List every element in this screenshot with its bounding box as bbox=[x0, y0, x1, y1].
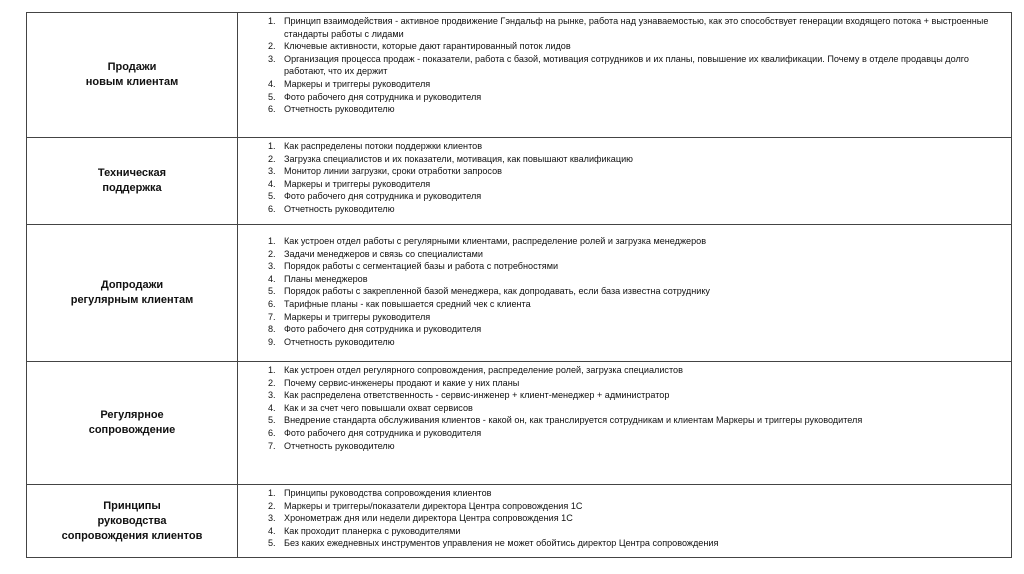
list-item-text: Планы менеджеров bbox=[284, 273, 368, 284]
list-item-text: Порядок работы с сегментацией базы и работа с потребностями bbox=[284, 261, 559, 272]
section-items bbox=[238, 485, 1012, 558]
list-item-number: 5. bbox=[268, 286, 276, 297]
list-item-number: 1. bbox=[268, 16, 276, 26]
list-item bbox=[238, 53, 1005, 78]
section-title-line: поддержка bbox=[102, 182, 162, 194]
list-item-text: Порядок работы с закрепленной базой менеджера, как допродавать, если база известна сотруднику bbox=[284, 286, 710, 297]
list-item bbox=[238, 440, 1005, 453]
section-title bbox=[27, 13, 238, 138]
list-item-number: 5. bbox=[268, 91, 276, 102]
list-item bbox=[238, 260, 1005, 273]
list-item-text: Как и за счет чего повышали охват сервисов bbox=[284, 402, 473, 413]
list-item-number: 5. bbox=[268, 415, 276, 426]
list-item-text: Без каких ежедневных инструментов управления не может обойтись директор Центра сопровождения bbox=[284, 538, 719, 549]
table-row bbox=[27, 225, 1012, 362]
table-row bbox=[27, 485, 1012, 558]
section-items bbox=[238, 362, 1012, 485]
list-item-text: Внедрение стандарта обслуживания клиентов - какой он, как транслируется сотрудникам и клиентам Маркеры и триггеры руководителя bbox=[284, 415, 863, 426]
list-item-text: Маркеры и триггеры руководителя bbox=[284, 178, 431, 189]
list-item bbox=[238, 140, 1005, 153]
list-item-number: 4. bbox=[268, 178, 276, 189]
section-title-line: регулярным клиентам bbox=[70, 294, 194, 306]
numbered-list bbox=[238, 235, 1005, 348]
plan-table bbox=[26, 12, 1012, 558]
section-title-line: новым клиентам bbox=[85, 76, 179, 88]
list-item bbox=[238, 537, 1005, 550]
section-title-line: Техническая bbox=[97, 167, 167, 179]
section-items bbox=[238, 13, 1012, 138]
list-item-number: 6. bbox=[268, 427, 276, 438]
list-item-number: 2. bbox=[268, 377, 276, 388]
section-items bbox=[238, 225, 1012, 362]
list-item-text: Задачи менеджеров и связь со специалистами bbox=[284, 248, 483, 259]
list-item-number: 2. bbox=[268, 41, 276, 52]
list-item-number: 3. bbox=[268, 390, 276, 401]
list-item-text: Отчетность руководителю bbox=[284, 440, 395, 451]
list-item bbox=[238, 285, 1005, 298]
section-title bbox=[27, 225, 238, 362]
section-title bbox=[27, 485, 238, 558]
list-item-text: Маркеры и триггеры руководителя bbox=[284, 311, 431, 322]
list-item-number: 6. bbox=[268, 203, 276, 214]
list-item bbox=[238, 298, 1005, 311]
list-item bbox=[238, 364, 1005, 377]
list-item-text: Как устроен отдел работы с регулярными клиентами, распределение ролей и загрузка менеджеров bbox=[284, 236, 707, 246]
list-item-text: Как распределены потоки поддержки клиентов bbox=[284, 141, 483, 151]
list-item bbox=[238, 153, 1005, 166]
list-item bbox=[238, 103, 1005, 116]
list-item bbox=[238, 323, 1005, 336]
list-item-number: 7. bbox=[268, 311, 276, 322]
list-item-text: Как распределена ответственность - сервис-инженер + клиент-менеджер + администратор bbox=[284, 390, 670, 401]
list-item-number: 1. bbox=[268, 488, 276, 498]
list-item bbox=[238, 91, 1005, 104]
numbered-list bbox=[238, 364, 1005, 452]
table-row bbox=[27, 362, 1012, 485]
list-item-number: 8. bbox=[268, 324, 276, 335]
list-item-text: Как проходит планерка с руководителями bbox=[284, 525, 461, 536]
list-item bbox=[238, 402, 1005, 415]
section-title-line: сопровождение bbox=[88, 424, 176, 436]
list-item bbox=[238, 487, 1005, 500]
list-item bbox=[238, 273, 1005, 286]
list-item-text: Хронометраж дня или недели директора Центра сопровождения 1С bbox=[284, 513, 573, 524]
list-item-number: 3. bbox=[268, 513, 276, 524]
list-item bbox=[238, 377, 1005, 390]
list-item-text: Организация процесса продаж - показатели, работа с базой, мотивация сотрудников и их планы, повышение их квалификации. Почему в отделе продавцы долго работают, что их держит bbox=[284, 53, 969, 77]
numbered-list bbox=[238, 140, 1005, 216]
list-item-text: Отчетность руководителю bbox=[284, 104, 395, 115]
list-item bbox=[238, 165, 1005, 178]
list-item bbox=[238, 178, 1005, 191]
list-item bbox=[238, 500, 1005, 513]
list-item bbox=[238, 235, 1005, 248]
list-item-number: 3. bbox=[268, 166, 276, 177]
list-item-text: Тарифные планы - как повышается средний чек с клиента bbox=[284, 298, 531, 309]
list-item-text: Фото рабочего дня сотрудника и руководителя bbox=[284, 324, 482, 335]
section-title-line: руководства bbox=[97, 514, 167, 527]
section-title-line: Принципы bbox=[103, 499, 161, 512]
table-row bbox=[27, 13, 1012, 138]
list-item bbox=[238, 203, 1005, 216]
list-item-text: Ключевые активности, которые дают гарантированный поток лидов bbox=[284, 41, 571, 52]
list-item bbox=[238, 248, 1005, 261]
list-item-number: 2. bbox=[268, 248, 276, 259]
list-item-number: 9. bbox=[268, 336, 276, 347]
list-item-text: Фото рабочего дня сотрудника и руководителя bbox=[284, 427, 482, 438]
list-item-text: Отчетность руководителю bbox=[284, 336, 395, 347]
list-item-text: Отчетность руководителю bbox=[284, 203, 395, 214]
list-item-number: 2. bbox=[268, 153, 276, 164]
list-item-number: 5. bbox=[268, 538, 276, 549]
list-item bbox=[238, 389, 1005, 402]
list-item-number: 2. bbox=[268, 500, 276, 511]
list-item-number: 6. bbox=[268, 298, 276, 309]
list-item-text: Загрузка специалистов и их показатели, мотивация, как повышают квалификацию bbox=[284, 153, 633, 164]
list-item-number: 4. bbox=[268, 525, 276, 536]
list-item-text: Монитор линии загрузки, сроки отработки запросов bbox=[284, 166, 502, 177]
list-item bbox=[238, 15, 1005, 40]
list-item-number: 4. bbox=[268, 78, 276, 89]
list-item-text: Принципы руководства сопровождения клиентов bbox=[284, 488, 492, 498]
list-item-number: 1. bbox=[268, 365, 276, 375]
table-row bbox=[27, 138, 1012, 225]
list-item-text: Как устроен отдел регулярного сопровождения, распределение ролей, загрузка специалистов bbox=[284, 365, 683, 375]
list-item-text: Маркеры и триггеры руководителя bbox=[284, 78, 431, 89]
section-title bbox=[27, 138, 238, 225]
list-item bbox=[238, 414, 1005, 427]
list-item bbox=[238, 336, 1005, 349]
list-item bbox=[238, 512, 1005, 525]
list-item-number: 7. bbox=[268, 440, 276, 451]
list-item bbox=[238, 190, 1005, 203]
list-item-number: 1. bbox=[268, 141, 276, 151]
list-item bbox=[238, 427, 1005, 440]
list-item bbox=[238, 525, 1005, 538]
list-item-text: Фото рабочего дня сотрудника и руководителя bbox=[284, 191, 482, 202]
list-item-number: 6. bbox=[268, 104, 276, 115]
section-items bbox=[238, 138, 1012, 225]
list-item-number: 4. bbox=[268, 402, 276, 413]
list-item-text: Принцип взаимодействия - активное продвижение Гэндальф на рынке, работа над узнаваемостью, как это способствует генерации входящего потока + выстроенные стандарты работы с лидами bbox=[284, 16, 989, 39]
list-item-text: Фото рабочего дня сотрудника и руководителя bbox=[284, 91, 482, 102]
section-title-line: Допродажи bbox=[100, 279, 164, 291]
list-item-number: 5. bbox=[268, 191, 276, 202]
list-item-text: Почему сервис-инженеры продают и какие у них планы bbox=[284, 377, 520, 388]
list-item bbox=[238, 78, 1005, 91]
list-item-text: Маркеры и триггеры/показатели директора Центра сопровождения 1С bbox=[284, 500, 583, 511]
list-item-number: 4. bbox=[268, 273, 276, 284]
section-title-line: Продажи bbox=[107, 61, 157, 73]
list-item-number: 1. bbox=[268, 236, 276, 246]
list-item-number: 3. bbox=[268, 53, 276, 64]
list-item bbox=[238, 40, 1005, 53]
list-item bbox=[238, 311, 1005, 324]
section-title bbox=[27, 362, 238, 485]
numbered-list bbox=[238, 15, 1005, 116]
section-title-line: Регулярное bbox=[100, 409, 164, 421]
list-item-number: 3. bbox=[268, 261, 276, 272]
numbered-list bbox=[238, 487, 1005, 550]
section-title-line: сопровождения клиентов bbox=[61, 529, 203, 542]
